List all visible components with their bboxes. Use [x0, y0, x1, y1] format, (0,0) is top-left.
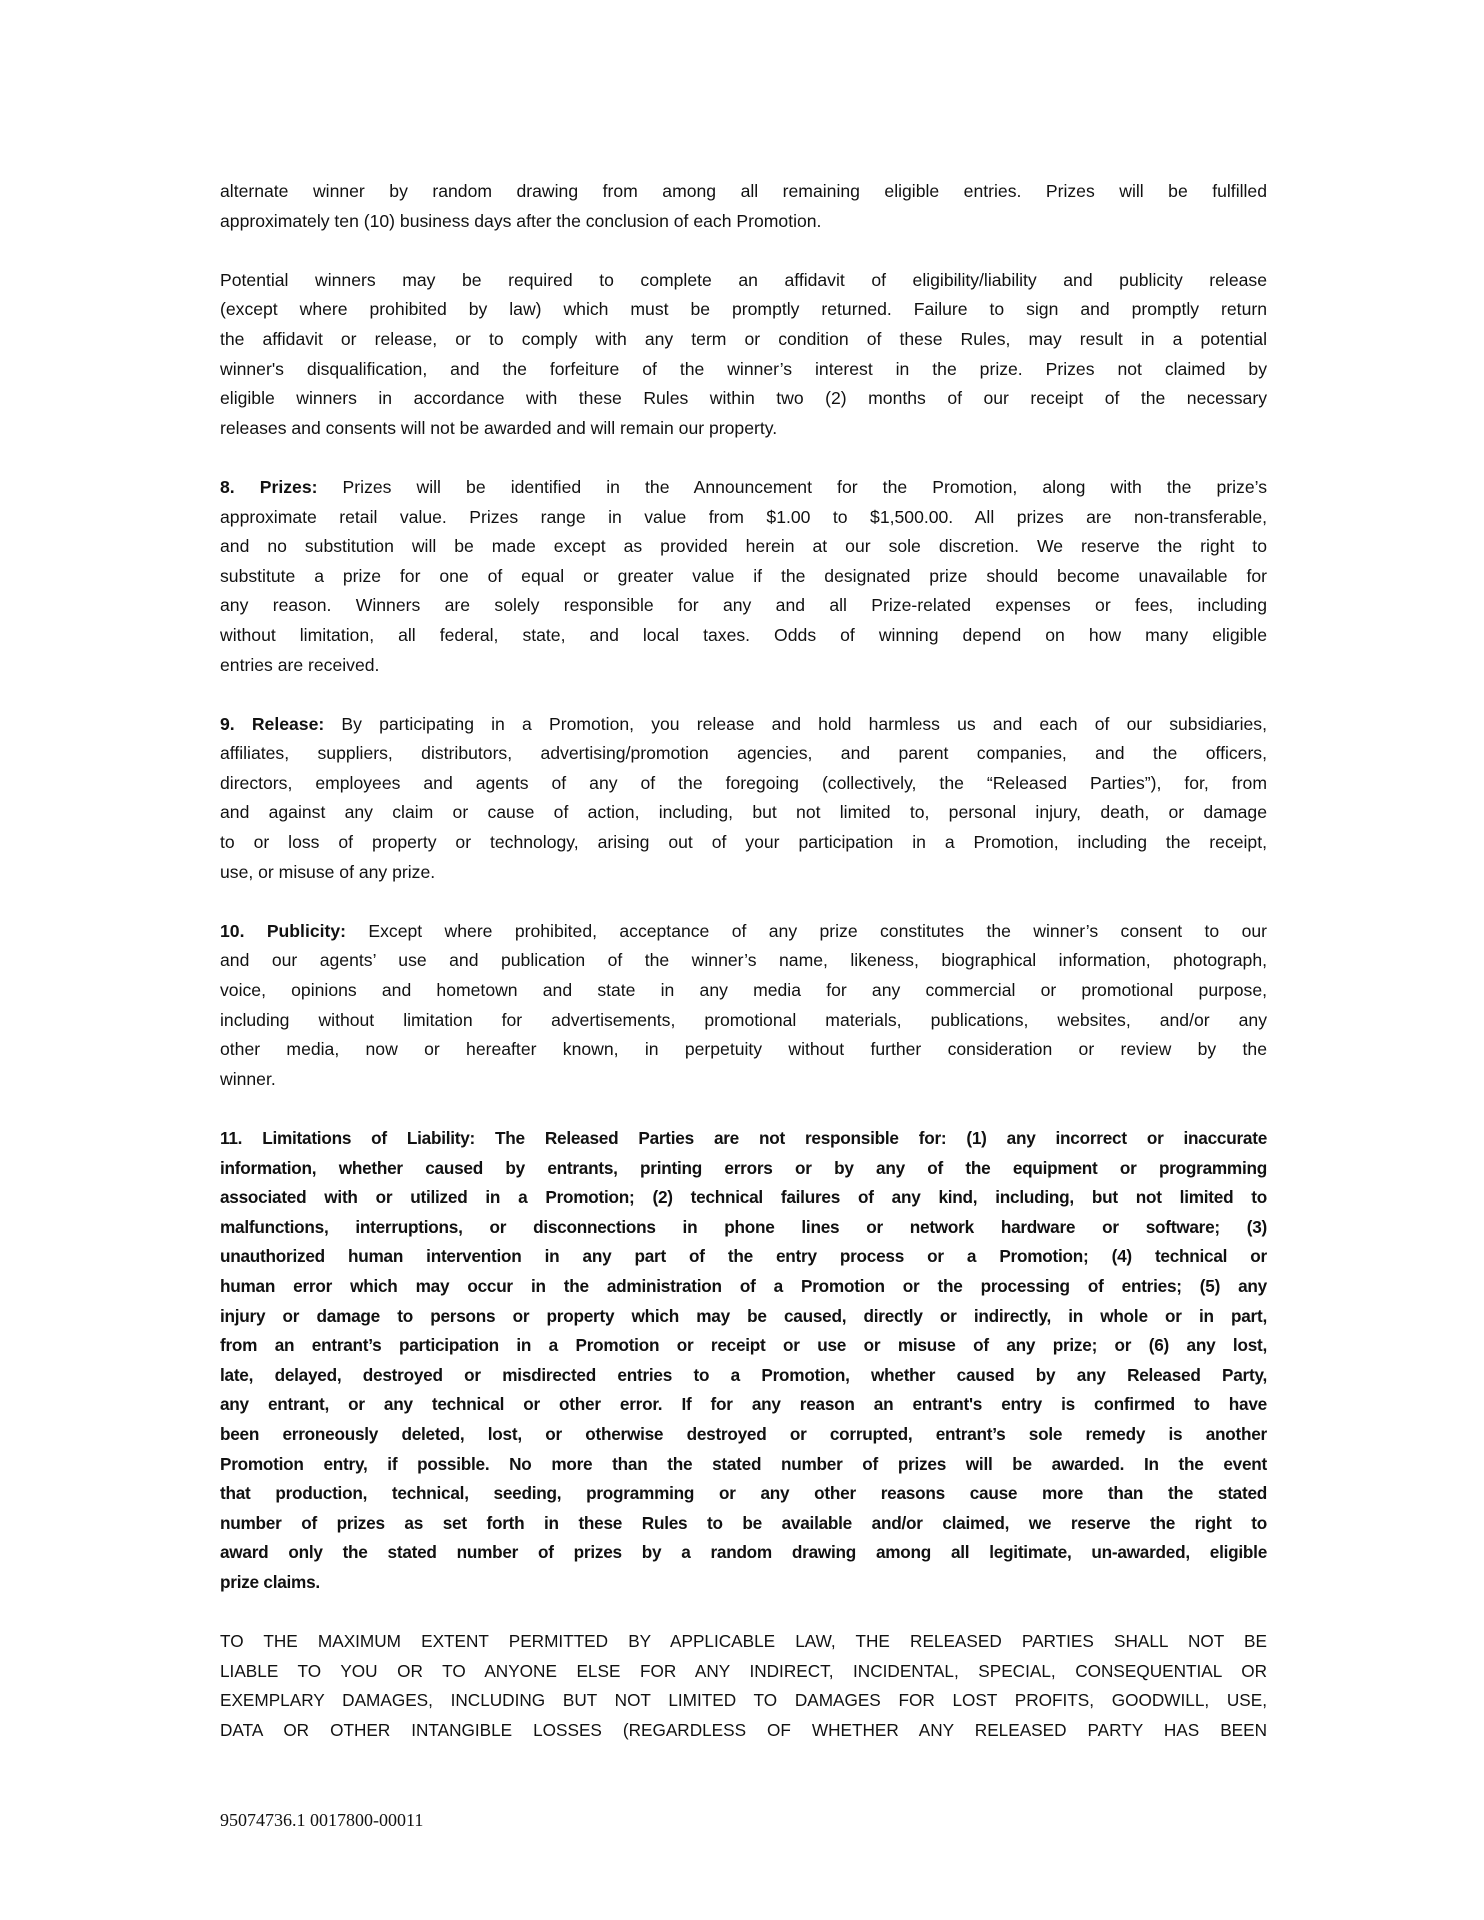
text-line: malfunctions, interruptions, or disconnections in phone lines or network hardware or software; (3) — [220, 1216, 1267, 1237]
text-line: entries are received. — [220, 654, 380, 675]
section-heading: 8. Prizes: — [220, 476, 318, 497]
text-line: DATA OR OTHER INTANGIBLE LOSSES (REGARDLESS OF WHETHER ANY RELEASED PARTY HAS BEEN — [220, 1719, 1267, 1740]
document-footer-id: 95074736.1 0017800-00011 — [220, 1810, 424, 1830]
text-line: EXEMPLARY DAMAGES, INCLUDING BUT NOT LIMITED TO DAMAGES FOR LOST PROFITS, GOODWILL, USE, — [220, 1690, 1267, 1711]
text-line: directors, employees and agents of any of the foregoing (collectively, the “Released Parties”), for, from — [220, 772, 1267, 793]
text-line: human error which may occur in the administration of a Promotion or the processing of entries; (5) any — [220, 1275, 1267, 1296]
document-body — [220, 177, 1267, 1775]
text-line: been erroneously deleted, lost, or otherwise destroyed or corrupted, entrant’s sole remedy is another — [220, 1423, 1267, 1444]
section-heading: 10. Publicity: — [220, 920, 347, 941]
text-line: to or loss of property or technology, arising out of your participation in a Promotion, including the receipt, — [220, 832, 1267, 853]
text-line: winner's disqualification, and the forfeiture of the winner’s interest in the prize. Prizes not claimed by — [220, 358, 1267, 379]
text-line: substitute a prize for one of equal or greater value if the designated prize should become unavailable for — [220, 565, 1267, 586]
text-run: Prizes will be identified in the Announcement for the Promotion, along with the prize’s — [317, 476, 1267, 497]
text-line: without limitation, all federal, state, and local taxes. Odds of winning depend on how many eligible — [220, 624, 1267, 645]
text-line: any reason. Winners are solely responsible for any and all Prize-related expenses or fees, including — [220, 595, 1267, 616]
text-line: LIABLE TO YOU OR TO ANYONE ELSE FOR ANY INDIRECT, INCIDENTAL, SPECIAL, CONSEQUENTIAL OR — [220, 1660, 1267, 1681]
text-line: the affidavit or release, or to comply with any term or condition of these Rules, may result in a potential — [220, 328, 1267, 349]
text-line: and our agents’ use and publication of the winner’s name, likeness, biographical information, photograph, — [220, 950, 1267, 971]
text-line: approximate retail value. Prizes range in value from $1.00 to $1,500.00. All prizes are non-transferable, — [220, 506, 1267, 527]
text-run: Except where prohibited, acceptance of any prize constitutes the winner’s consent to our — [346, 920, 1267, 941]
text-line: winner. — [220, 1068, 276, 1089]
section-11-limitations-of-liability — [220, 1124, 1267, 1598]
paragraph-affidavit — [220, 266, 1267, 444]
text-line: eligible winners in accordance with these Rules within two (2) months of our receipt of the necessary — [220, 388, 1267, 409]
text-line: information, whether caused by entrants, printing errors or by any of the equipment or programming — [220, 1157, 1267, 1178]
text-line: Promotion entry, if possible. No more than the stated number of prizes will be awarded. In the event — [220, 1453, 1267, 1474]
text-line: use, or misuse of any prize. — [220, 861, 436, 882]
paragraph-prize-fulfillment — [220, 177, 1267, 236]
text-line: that production, technical, seeding, programming or any other reasons cause more than the stated — [220, 1483, 1267, 1504]
text-line: TO THE MAXIMUM EXTENT PERMITTED BY APPLICABLE LAW, THE RELEASED PARTIES SHALL NOT BE — [220, 1631, 1267, 1652]
section-heading: 9. Release: — [220, 713, 325, 734]
text-run: By participating in a Promotion, you release and hold harmless us and each of our subsidiaries, — [324, 713, 1267, 734]
text-line: prize claims. — [220, 1571, 320, 1592]
text-line: number of prizes as set forth in these Rules to be available and/or claimed, we reserve the right to — [220, 1512, 1267, 1533]
section-10-publicity — [220, 917, 1267, 1095]
text-line: other media, now or hereafter known, in perpetuity without further consideration or review by the — [220, 1039, 1267, 1060]
text-line — [220, 473, 1267, 503]
text-line: from an entrant’s participation in a Promotion or receipt or use or misuse of any prize; or (6) any lost, — [220, 1335, 1267, 1356]
text-line: (except where prohibited by law) which must be promptly returned. Failure to sign and promptly return — [220, 299, 1267, 320]
text-line: alternate winner by random drawing from among all remaining eligible entries. Prizes will be fulfilled — [220, 181, 1267, 201]
text-line: injury or damage to persons or property which may be caused, directly or indirectly, in whole or in part, — [220, 1305, 1267, 1326]
section-9-release — [220, 710, 1267, 888]
text-line: releases and consents will not be awarded and will remain our property. — [220, 417, 778, 438]
text-line: associated with or utilized in a Promotion; (2) technical failures of any kind, including, but not limited to — [220, 1187, 1267, 1208]
text-line: approximately ten (10) business days after the conclusion of each Promotion. — [220, 210, 822, 231]
text-line — [220, 917, 1267, 947]
text-line: and against any claim or cause of action, including, but not limited to, personal injury, death, or damage — [220, 802, 1267, 823]
text-line: affiliates, suppliers, distributors, advertising/promotion agencies, and parent companies, and the officers, — [220, 743, 1267, 764]
text-line: including without limitation for advertisements, promotional materials, publications, websites, and/or any — [220, 1009, 1267, 1030]
text-line: and no substitution will be made except as provided herein at our sole discretion. We reserve the right to — [220, 536, 1267, 557]
text-line: late, delayed, destroyed or misdirected entries to a Promotion, whether caused by any Released Party, — [220, 1364, 1267, 1385]
text-line: voice, opinions and hometown and state in any media for any commercial or promotional purpose, — [220, 980, 1267, 1001]
section-8-prizes — [220, 473, 1267, 680]
text-line: any entrant, or any technical or other error. If for any reason an entrant's entry is confirmed to have — [220, 1394, 1267, 1415]
text-line: Potential winners may be required to complete an affidavit of eligibility/liability and publicity release — [220, 269, 1267, 290]
damages-disclaimer — [220, 1627, 1267, 1745]
text-line: 11. Limitations of Liability: The Released Parties are not responsible for: (1) any incorrect or inaccurate — [220, 1128, 1267, 1148]
text-line: award only the stated number of prizes by a random drawing among all legitimate, un-awarded, eligible — [220, 1542, 1267, 1563]
text-line — [220, 710, 1267, 740]
text-line: unauthorized human intervention in any part of the entry process or a Promotion; (4) technical or — [220, 1246, 1267, 1267]
